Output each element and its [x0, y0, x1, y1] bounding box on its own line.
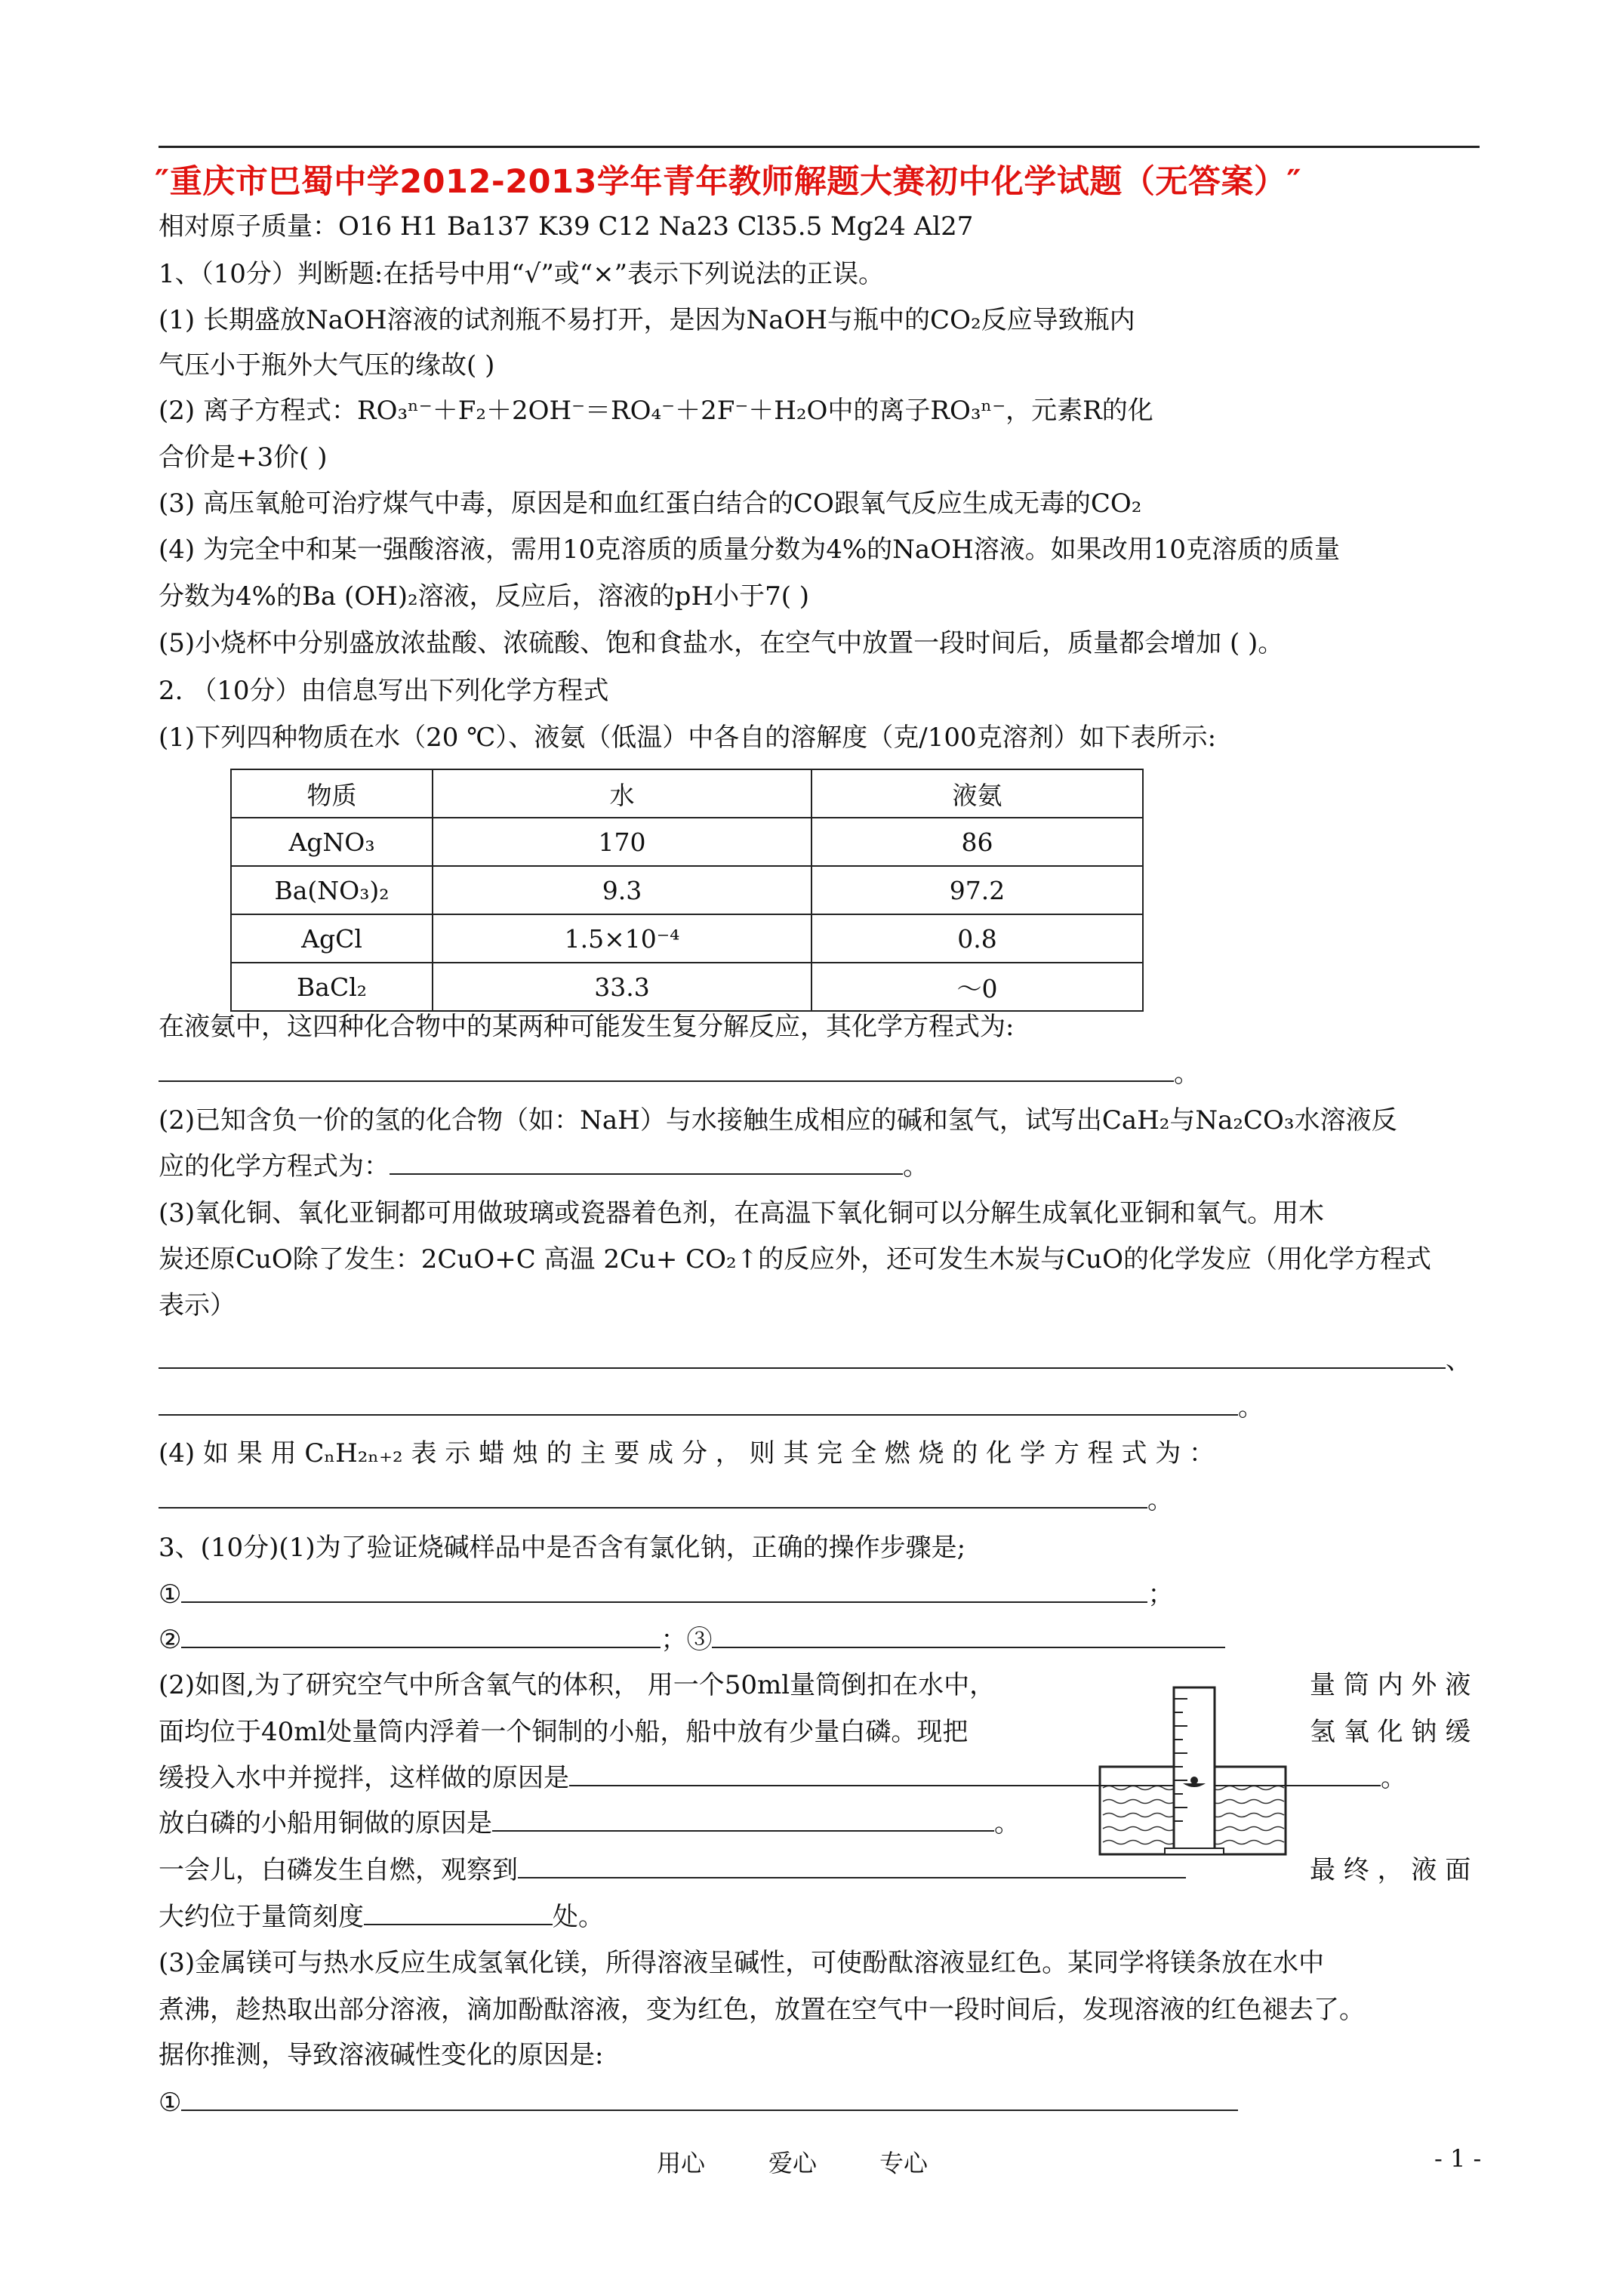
q3-header: 3、(10分)(1)为了验证烧碱样品中是否含有氯化钠，正确的操作步骤是; [159, 1533, 966, 1563]
table-row [231, 818, 1143, 866]
q2-answer-line-3 [159, 1391, 1264, 1424]
answer-blank[interactable] [159, 1484, 1147, 1509]
answer-blank[interactable] [518, 1854, 1186, 1878]
table-cell: 9.3 [433, 866, 812, 914]
q3-part2-line5-right: 最 终 ， 液 面 [1310, 1855, 1471, 1885]
end-mark: 。 [1174, 1059, 1200, 1089]
table-cell: AgCl [231, 914, 433, 963]
q3-part2-end: 处。 [553, 1902, 604, 1932]
step-marker: ① [159, 1579, 182, 1610]
q3-part3-answer [159, 2086, 1238, 2119]
q1-item4-line2: 分数为4%的Ba (OH)₂溶液，反应后，溶液的pH小于7( ) [159, 581, 810, 612]
answer-blank[interactable] [181, 1624, 661, 1648]
answer-blank[interactable] [712, 1624, 1225, 1648]
q2-answer-line-4 [159, 1484, 1173, 1517]
footer-motto-1: 用心 [657, 2149, 706, 2177]
q3-part2-line1: (2)如图,为了研究空气中所含氧气的体积， 用一个50ml量筒倒扣在水中， [159, 1670, 996, 1700]
q2-intro: (1)下列四种物质在水（20 ℃）、液氨（低温）中各自的溶解度（克/100克溶剂）如下表所示: [159, 723, 1217, 753]
q3-step1 [159, 1578, 1173, 1611]
q1-header: 1、（10分）判断题:在括号中用“√”或“×”表示下列说法的正误。 [159, 259, 885, 289]
table-cell: 86 [812, 818, 1143, 866]
step-marker: ① [159, 2088, 182, 2118]
footer-motto-3: 专心 [879, 2149, 929, 2177]
answer-blank[interactable] [159, 1391, 1238, 1416]
q3-part3-line2: 煮沸，趁热取出部分溶液，滴加酚酞溶液，变为红色，放置在空气中一段时间后，发现溶液的红色褪去了。 [159, 1995, 1365, 2025]
q2-answer-line-2 [159, 1344, 1471, 1377]
q2-part4: (4) 如 果 用 CₙH₂ₙ₊₂ 表 示 蜡 烛 的 主 要 成 分 ， 则 其 完 全 燃 烧 的 化 学 方 程 式 为 ： [159, 1438, 1215, 1469]
q2-part2-prompt: 应的化学方程式为： [159, 1151, 390, 1182]
table-cell: BaCl₂ [231, 963, 433, 1011]
answer-blank[interactable] [181, 2087, 1238, 2111]
q3-part2-line4 [159, 1807, 1020, 1840]
table-cell: 97.2 [812, 866, 1143, 914]
q1-item2-line1: (2) 离子方程式：RO₃ⁿ⁻＋F₂＋2OH⁻＝RO₄⁻＋2F⁻＋H₂O中的离子RO₃ⁿ⁻，元素R的化 [159, 396, 1153, 426]
table-row [231, 963, 1143, 1011]
q3-part2-prompt: 放白磷的小船用铜做的原因是 [159, 1808, 492, 1838]
q1-item2-line2: 合价是+3价( ) [159, 442, 328, 473]
q1-item3: (3) 高压氧舱可治疗煤气中毒，原因是和血红蛋白结合的CO跟氧气反应生成无毒的CO₂ [159, 488, 1142, 519]
table-header-cell: 水 [433, 769, 812, 818]
q2-part3-line2: 炭还原CuO除了发生：2CuO+C 高温 2Cu+ CO₂↑的反应外，还可发生木炭与CuO的化学发应（用化学方程式 [159, 1244, 1431, 1274]
q2-part2-line1: (2)已知含负一价的氢的化合物（如：NaH）与水接触生成相应的碱和氢气，试写出CaH₂与Na₂CO₃水溶液反 [159, 1105, 1397, 1136]
table-cell: 33.3 [433, 963, 812, 1011]
q1-item1-line1: (1) 长期盛放NaOH溶液的试剂瓶不易打开，是因为NaOH与瓶中的CO₂反应导致瓶内 [159, 305, 1135, 335]
table-header-cell: 物质 [231, 769, 433, 818]
table-row [231, 914, 1143, 963]
table-header-row [231, 769, 1143, 818]
q3-part2-line5 [159, 1854, 1186, 1887]
q3-part2-line6 [159, 1900, 604, 1934]
end-mark: 。 [1381, 1763, 1406, 1793]
q2-after-table: 在液氨中，这四种化合物中的某两种可能发生复分解反应，其化学方程式为: [159, 1012, 1015, 1042]
page-title: ″重庆市巴蜀中学2012-2013学年青年教师解题大赛初中化学试题（无答案）″ [155, 163, 1302, 201]
q3-part2-line2: 面均位于40ml处量筒内浮着一个铜制的小船，船中放有少量白磷。现把 [159, 1717, 969, 1747]
graduated-cylinder-diagram [1098, 1684, 1287, 1857]
end-mark: 。 [1238, 1392, 1264, 1422]
step-end: ；③ [661, 1625, 713, 1655]
answer-blank[interactable] [181, 1579, 1147, 1603]
q2-part2-line2 [159, 1150, 929, 1183]
q2-part3-line1: (3)氧化铜、氧化亚铜都可用做玻璃或瓷器着色剂，在高温下氧化铜可以分解生成氧化亚铜和氧气。用木 [159, 1198, 1325, 1228]
q2-part3-line3: 表示） [159, 1290, 236, 1321]
table-cell: AgNO₃ [231, 818, 433, 866]
q2-answer-line-1 [159, 1057, 1200, 1090]
answer-blank[interactable] [159, 1058, 1174, 1082]
page-number: - 1 - [1434, 2144, 1482, 2173]
q1-item5: (5)小烧杯中分别盛放浓盐酸、浓硫酸、饱和食盐水，在空气中放置一段时间后，质量都会增加 ( )。 [159, 628, 1284, 658]
q3-part2-prompt: 大约位于量筒刻度 [159, 1902, 364, 1932]
q1-item4-line1: (4) 为完全中和某一强酸溶液，需用10克溶质的质量分数为4%的NaOH溶液。如果改用10克溶质的质量 [159, 535, 1340, 565]
q1-item1-line2: 气压小于瓶外大气压的缘故( ) [159, 350, 495, 381]
end-mark: 。 [994, 1808, 1020, 1838]
table-cell: ～0 [812, 963, 1143, 1011]
q3-part2-prompt: 缓投入水中并搅拌，这样做的原因是 [159, 1763, 569, 1793]
solubility-table [230, 769, 1144, 1012]
table-cell: Ba(NO₃)₂ [231, 866, 433, 914]
q3-step2 [159, 1623, 1225, 1657]
comma-mark: 、 [1446, 1345, 1471, 1376]
q3-part3-line3: 据你推测，导致溶液碱性变化的原因是: [159, 2040, 604, 2070]
step-end: ； [1147, 1579, 1174, 1610]
table-header-cell: 液氨 [812, 769, 1143, 818]
table-cell: 1.5×10⁻⁴ [433, 914, 812, 963]
atomic-masses: 相对原子质量：O16 H1 Ba137 K39 C12 Na23 Cl35.5 Mg24 Al27 [159, 211, 974, 242]
answer-blank[interactable] [159, 1345, 1446, 1369]
q2-header: 2. （10分）由信息写出下列化学方程式 [159, 676, 609, 706]
table-cell: 170 [433, 818, 812, 866]
footer-motto-2: 爱心 [768, 2149, 818, 2177]
q3-part2-line2-right: 氢 氧 化 钠 缓 [1310, 1717, 1471, 1747]
q3-part2-line1-right: 量 筒 内 外 液 [1310, 1670, 1471, 1700]
end-mark: 。 [1147, 1485, 1173, 1515]
q3-part2-prompt: 一会儿，白磷发生自燃，观察到 [159, 1855, 518, 1885]
table-row [231, 866, 1143, 914]
end-mark: 。 [903, 1151, 929, 1182]
table-cell: 0.8 [812, 914, 1143, 963]
answer-blank[interactable] [492, 1808, 994, 1832]
q3-part3-line1: (3)金属镁可与热水反应生成氢氧化镁，所得溶液呈碱性，可使酚酞溶液显红色。某同学将镁条放在水中 [159, 1948, 1325, 1978]
header-rule [159, 146, 1480, 148]
answer-blank[interactable] [390, 1151, 903, 1175]
step-marker: ② [159, 1625, 182, 1655]
answer-blank[interactable] [364, 1901, 553, 1925]
